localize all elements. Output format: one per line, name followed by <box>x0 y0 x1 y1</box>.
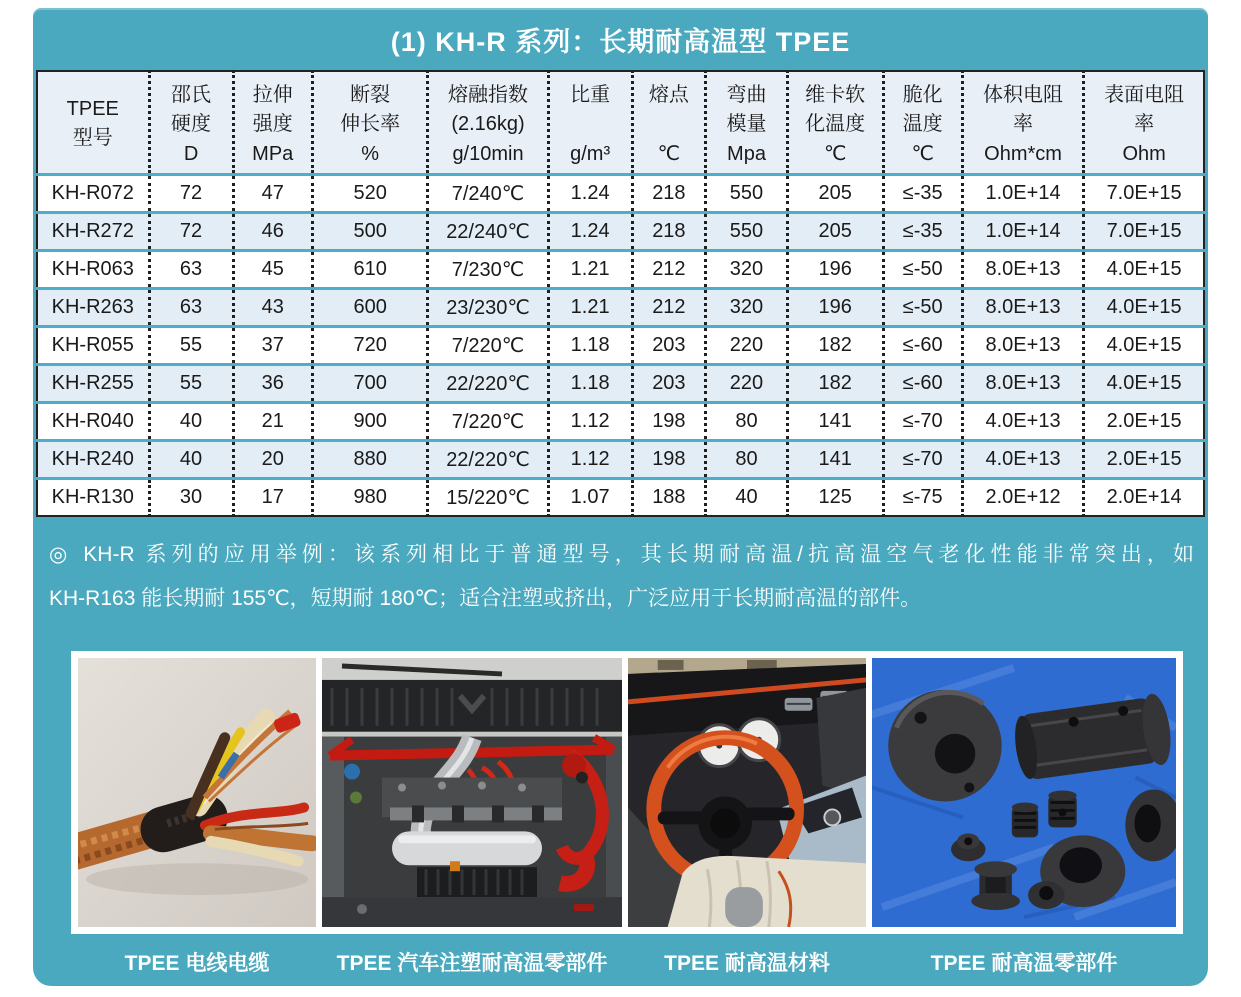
value-cell: 1.12 <box>548 403 632 441</box>
value-cell: ≤-35 <box>883 213 962 251</box>
value-cell: 520 <box>312 175 428 213</box>
value-cell: 4.0E+13 <box>962 441 1083 479</box>
model-cell: KH-R272 <box>51 220 134 242</box>
value-cell: 7/220℃ <box>428 327 548 365</box>
tpee-spec-table <box>36 70 1205 517</box>
note-line-1: ◎ KH-R 系列的应用举例：该系列相比于普通型号，其长期耐高温/抗高温空气老化性能非常突出，如 <box>49 543 1194 566</box>
photo-parts <box>872 658 1176 927</box>
value-cell: 80 <box>706 403 788 441</box>
value-cell: 1.18 <box>548 365 632 403</box>
value-cell: 63 <box>149 289 233 327</box>
value-cell: 4.0E+15 <box>1084 251 1204 289</box>
column-header: 熔点 ℃ <box>632 71 706 175</box>
value-cell: 1.21 <box>548 251 632 289</box>
value-cell: 203 <box>632 327 706 365</box>
value-cell: ≤-35 <box>883 175 962 213</box>
table-row <box>37 479 1204 517</box>
value-cell: 7/230℃ <box>428 251 548 289</box>
caption-interior: TPEE 耐高温材料 <box>664 952 830 975</box>
value-cell: 182 <box>787 365 883 403</box>
column-header: 弯曲 模量 Mpa <box>706 71 788 175</box>
application-note <box>49 533 1194 621</box>
note-line-2: KH-R163 能长期耐 155℃，短期耐 180℃；适合注塑或挤出，广泛应用于长期耐高温的部件。 <box>49 587 922 610</box>
small-bushing <box>1028 881 1064 909</box>
value-cell: 1.0E+14 <box>962 213 1083 251</box>
value-cell: 22/240℃ <box>428 213 548 251</box>
value-cell: 610 <box>312 251 428 289</box>
value-cell: 17 <box>233 479 312 517</box>
value-cell: 63 <box>149 251 233 289</box>
model-cell: KH-R040 <box>51 410 134 432</box>
value-cell: 1.24 <box>548 213 632 251</box>
photo-cable <box>78 658 316 927</box>
value-cell: 500 <box>312 213 428 251</box>
value-cell: 22/220℃ <box>428 365 548 403</box>
table-row <box>37 289 1204 327</box>
value-cell: 205 <box>787 175 883 213</box>
value-cell: 45 <box>233 251 312 289</box>
value-cell: 2.0E+14 <box>1084 479 1204 517</box>
model-cell: KH-R055 <box>51 334 134 356</box>
model-cell: KH-R063 <box>51 258 134 280</box>
column-header: 体积电阻 率 Ohm*cm <box>962 71 1083 175</box>
value-cell: 36 <box>233 365 312 403</box>
value-cell: 20 <box>233 441 312 479</box>
photo-interior <box>628 658 866 927</box>
value-cell: 198 <box>632 403 706 441</box>
header-row <box>37 71 1204 175</box>
value-cell: 320 <box>706 251 788 289</box>
caption-engine: TPEE 汽车注塑耐高温零部件 <box>336 952 608 975</box>
value-cell: 1.21 <box>548 289 632 327</box>
value-cell: 1.12 <box>548 441 632 479</box>
value-cell: 220 <box>706 327 788 365</box>
column-header: 熔融指数 (2.16kg) g/10min <box>428 71 548 175</box>
value-cell: 218 <box>632 175 706 213</box>
value-cell: 198 <box>632 441 706 479</box>
value-cell: 141 <box>787 441 883 479</box>
value-cell: 55 <box>149 365 233 403</box>
value-cell: 4.0E+15 <box>1084 365 1204 403</box>
spec-table-wrap <box>36 70 1205 517</box>
value-cell: 4.0E+15 <box>1084 289 1204 327</box>
value-cell: 900 <box>312 403 428 441</box>
engine-photo-illustration <box>322 658 622 927</box>
table-row <box>37 213 1204 251</box>
value-cell: 40 <box>149 441 233 479</box>
value-cell: 720 <box>312 327 428 365</box>
value-cell: 196 <box>787 289 883 327</box>
value-cell: 46 <box>233 213 312 251</box>
value-cell: 4.0E+13 <box>962 403 1083 441</box>
value-cell: 37 <box>233 327 312 365</box>
datasheet-panel <box>33 8 1208 986</box>
value-cell: 7/240℃ <box>428 175 548 213</box>
table-row <box>37 251 1204 289</box>
value-cell: 15/220℃ <box>428 479 548 517</box>
value-cell: 47 <box>233 175 312 213</box>
value-cell: 1.0E+14 <box>962 175 1083 213</box>
caption-parts: TPEE 耐高温零部件 <box>930 952 1118 975</box>
value-cell: 320 <box>706 289 788 327</box>
value-cell: 23/230℃ <box>428 289 548 327</box>
value-cell: 218 <box>632 213 706 251</box>
column-header: 表面电阻 率 Ohm <box>1084 71 1204 175</box>
cable-photo-illustration <box>78 658 316 927</box>
photo-engine <box>322 658 622 927</box>
value-cell: 8.0E+13 <box>962 251 1083 289</box>
value-cell: 4.0E+15 <box>1084 327 1204 365</box>
value-cell: 980 <box>312 479 428 517</box>
value-cell: 220 <box>706 365 788 403</box>
value-cell: 8.0E+13 <box>962 289 1083 327</box>
value-cell: 212 <box>632 289 706 327</box>
value-cell: 72 <box>149 175 233 213</box>
page-title: (1) KH-R 系列：长期耐高温型 TPEE <box>390 26 851 57</box>
value-cell: 141 <box>787 403 883 441</box>
value-cell: 8.0E+13 <box>962 365 1083 403</box>
value-cell: 8.0E+13 <box>962 327 1083 365</box>
photo-captions <box>71 950 1183 978</box>
value-cell: ≤-75 <box>883 479 962 517</box>
value-cell: 7/220℃ <box>428 403 548 441</box>
value-cell: 205 <box>787 213 883 251</box>
value-cell: 203 <box>632 365 706 403</box>
interior-photo-illustration <box>628 658 866 927</box>
value-cell: 2.0E+15 <box>1084 403 1204 441</box>
column-header: TPEE 型号 <box>37 71 149 175</box>
column-header: 脆化 温度 ℃ <box>883 71 962 175</box>
value-cell: 600 <box>312 289 428 327</box>
table-row <box>37 403 1204 441</box>
model-cell: KH-R263 <box>51 296 134 318</box>
value-cell: 1.07 <box>548 479 632 517</box>
value-cell: 880 <box>312 441 428 479</box>
value-cell: ≤-60 <box>883 365 962 403</box>
table-row <box>37 365 1204 403</box>
value-cell: 2.0E+15 <box>1084 441 1204 479</box>
column-header: 邵氏 硬度 D <box>149 71 233 175</box>
value-cell: ≤-50 <box>883 289 962 327</box>
column-header: 拉伸 强度 MPa <box>233 71 312 175</box>
rubber-disc <box>888 690 1001 802</box>
column-header: 断裂 伸长率 % <box>312 71 428 175</box>
value-cell: 2.0E+12 <box>962 479 1083 517</box>
parts-photo-illustration <box>872 658 1176 927</box>
value-cell: 700 <box>312 365 428 403</box>
column-header: 比重 g/m³ <box>548 71 632 175</box>
product-photo-strip <box>71 651 1183 934</box>
value-cell: 550 <box>706 213 788 251</box>
value-cell: 30 <box>149 479 233 517</box>
model-cell: KH-R255 <box>51 372 134 394</box>
value-cell: 550 <box>706 175 788 213</box>
value-cell: 182 <box>787 327 883 365</box>
value-cell: 196 <box>787 251 883 289</box>
value-cell: ≤-60 <box>883 327 962 365</box>
table-row <box>37 441 1204 479</box>
value-cell: 21 <box>233 403 312 441</box>
model-cell: KH-R072 <box>51 182 134 204</box>
value-cell: 22/220℃ <box>428 441 548 479</box>
value-cell: 55 <box>149 327 233 365</box>
value-cell: 188 <box>632 479 706 517</box>
value-cell: 43 <box>233 289 312 327</box>
value-cell: 40 <box>706 479 788 517</box>
value-cell: 80 <box>706 441 788 479</box>
table-row <box>37 175 1204 213</box>
value-cell: ≤-70 <box>883 403 962 441</box>
value-cell: 7.0E+15 <box>1084 175 1204 213</box>
model-cell: KH-R240 <box>51 448 134 470</box>
value-cell: 125 <box>787 479 883 517</box>
table-row <box>37 327 1204 365</box>
value-cell: 1.18 <box>548 327 632 365</box>
value-cell: 72 <box>149 213 233 251</box>
model-cell: KH-R130 <box>51 486 134 508</box>
value-cell: 7.0E+15 <box>1084 213 1204 251</box>
caption-cable: TPEE 电线电缆 <box>124 952 270 975</box>
value-cell: ≤-50 <box>883 251 962 289</box>
value-cell: 212 <box>632 251 706 289</box>
value-cell: 1.24 <box>548 175 632 213</box>
column-header: 维卡软 化温度 ℃ <box>787 71 883 175</box>
value-cell: 40 <box>149 403 233 441</box>
value-cell: ≤-70 <box>883 441 962 479</box>
